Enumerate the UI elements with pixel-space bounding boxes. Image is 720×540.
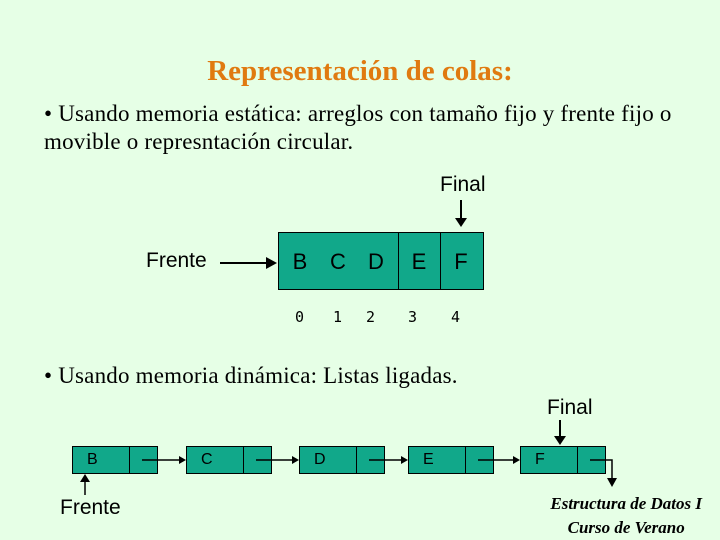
null-pointer-arrow xyxy=(590,460,612,480)
array-cell: C xyxy=(330,249,346,274)
final-label-list: Final xyxy=(547,396,593,419)
array-index: 0 xyxy=(295,308,305,326)
node-value: E xyxy=(423,451,434,468)
array-cell: B xyxy=(292,249,308,274)
node-value: D xyxy=(314,451,326,468)
final-label-array: Final xyxy=(440,173,486,196)
bullet-static-memory: • Usando memoria estática: arreglos con tamaño fijo y frente fijo o movible o represntación circular. xyxy=(44,101,672,154)
node-value: F xyxy=(535,451,545,468)
node-value: B xyxy=(87,451,98,468)
array-index: 1 xyxy=(333,308,343,326)
array-cell: F xyxy=(454,249,468,274)
array-index: 4 xyxy=(451,308,461,326)
array-cell: D xyxy=(368,249,384,274)
frente-label-array: Frente xyxy=(146,249,207,272)
array-index: 2 xyxy=(366,308,376,326)
array-cell: E xyxy=(411,249,427,274)
slide-title: Representación de colas: xyxy=(207,55,513,87)
node-value: C xyxy=(201,451,213,468)
footer-line1: Estructura de Datos I xyxy=(550,494,702,513)
bullet-dynamic-memory: • Usando memoria dinámica: Listas ligadas. xyxy=(44,363,458,388)
footer-credit xyxy=(550,492,702,540)
array-index: 3 xyxy=(408,308,418,326)
footer-line2: Curso de Verano xyxy=(567,518,685,537)
frente-label-list: Frente xyxy=(60,496,121,519)
